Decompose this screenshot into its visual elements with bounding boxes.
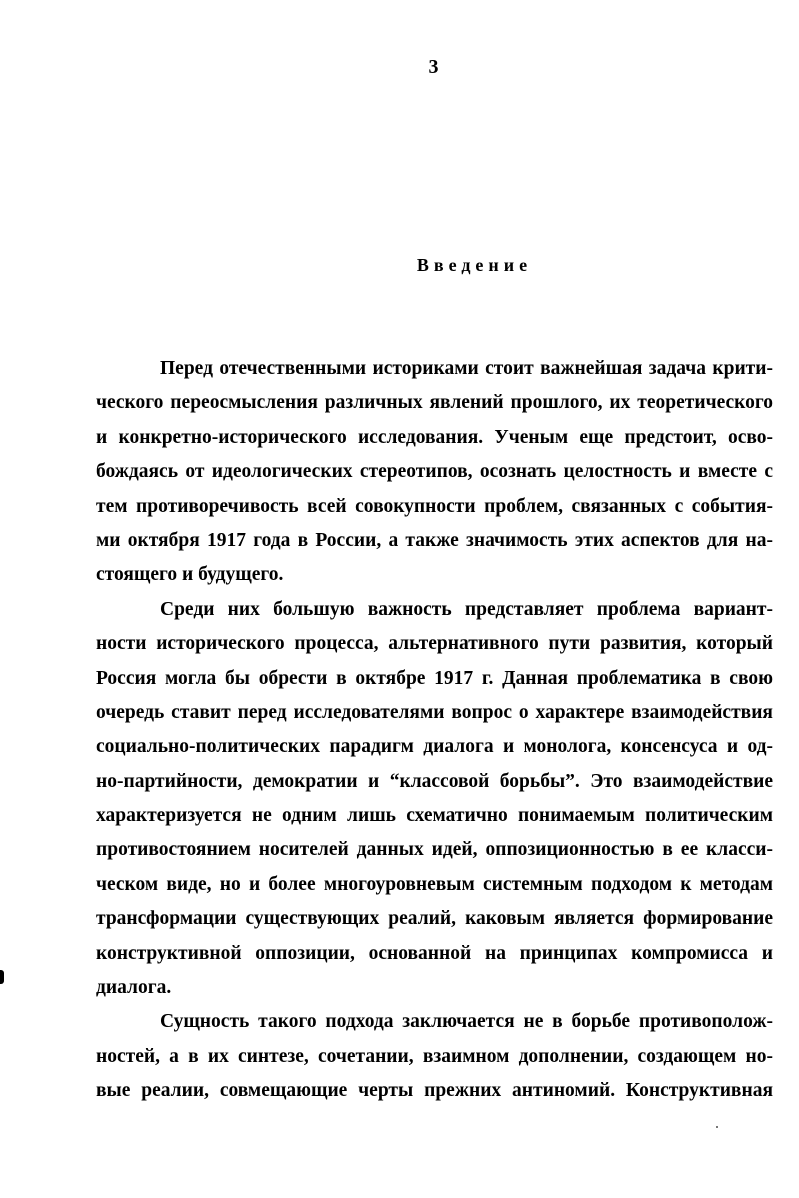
scan-speck xyxy=(716,1126,718,1128)
page-number: 3 xyxy=(428,56,439,78)
text-line: ностей, а в их синтезе, сочетании, взаимном дополнении, создающем но- xyxy=(96,1045,773,1067)
scan-margin-mark xyxy=(0,970,4,984)
text-line: бождаясь от идеологических стереотипов, осознать целостность и вместе с xyxy=(96,461,773,483)
paragraph-1 xyxy=(96,352,773,593)
text-line: Среди них большую важность представляет проблема вариант- xyxy=(160,598,773,620)
text-line: ческого переосмысления различных явлений прошлого, их теоретического xyxy=(96,392,773,414)
text-line: конструктивной оппозиции, основанной на принципах компромисса и xyxy=(96,942,773,964)
text-line: Россия могла бы обрести в октябре 1917 г. Данная проблематика в свою xyxy=(96,667,773,689)
text-line: ми октября 1917 года в России, а также значимость этих аспектов для на- xyxy=(96,529,773,551)
text-line: характеризуется не одним лишь схематично понимаемым политическим xyxy=(96,805,773,827)
section-heading: Введение xyxy=(416,255,533,275)
text-line: ности исторического процесса, альтернативного пути развития, который xyxy=(96,633,773,655)
text-line: вые реалии, совмещающие черты прежних антиномий. Конструктивная xyxy=(96,1080,773,1102)
text-line: диалога. xyxy=(96,977,172,999)
paragraph-3 xyxy=(96,1005,773,1108)
text-line: Перед отечественными историками стоит важнейшая задача крити- xyxy=(160,358,773,379)
text-line: тем противоречивость всей совокупности проблем, связанных с события- xyxy=(96,495,773,517)
text-line: трансформации существующих реалий, каковым является формирование xyxy=(96,908,773,930)
paragraph-2 xyxy=(96,593,773,1006)
text-line: стоящего и будущего. xyxy=(96,564,284,586)
text-line: и конкретно-исторического исследования. Ученым еще предстоит, осво- xyxy=(96,426,773,448)
text-line: социально-политических парадигм диалога и монолога, консенсуса и од- xyxy=(96,736,773,758)
text-line: Сущность такого подхода заключается не в борьбе противополож- xyxy=(160,1011,773,1033)
text-line: ческом виде, но и более многоуровневым системным подходом к методам xyxy=(96,873,773,895)
text-line: противостоянием носителей данных идей, оппозиционностью в ее класси- xyxy=(96,839,773,861)
text-line: очередь ставит перед исследователями вопрос о характере взаимодействия xyxy=(96,701,773,723)
body-text xyxy=(96,352,773,1109)
text-line: но-партийности, демократии и “классовой борьбы”. Это взаимодействие xyxy=(96,770,773,792)
